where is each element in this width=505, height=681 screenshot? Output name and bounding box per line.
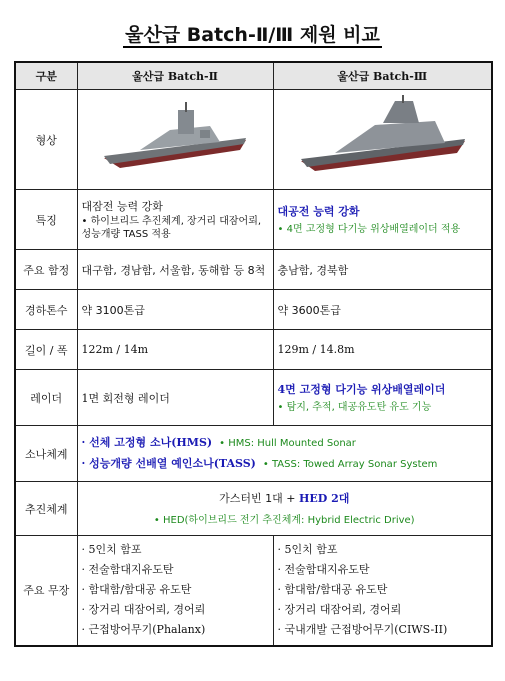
label-sonar: 소나체계 bbox=[15, 426, 77, 482]
row-displacement bbox=[15, 290, 492, 330]
label-displacement: 경하톤수 bbox=[15, 290, 77, 330]
ship-image-batch2 bbox=[77, 90, 273, 190]
batch2-displacement: 약 3100톤급 bbox=[77, 290, 273, 330]
sonar-tass: · 성능개량 선배열 예인소나(TASS) bbox=[81, 456, 256, 470]
row-features bbox=[15, 190, 492, 250]
batch3-weapon: · 장거리 대잠어뢰, 경어뢰 bbox=[277, 603, 402, 617]
row-radar bbox=[15, 370, 492, 426]
label-size: 길이 / 폭 bbox=[15, 330, 77, 370]
label-weapons: 주요 무장 bbox=[15, 536, 77, 646]
ship-image-batch3 bbox=[273, 90, 492, 190]
sonar-tass-note: • TASS: Towed Array Sonar System bbox=[262, 458, 438, 470]
spec-comparison-table bbox=[14, 61, 493, 647]
batch3-feature-main: 대공전 능력 강화 bbox=[277, 205, 360, 218]
batch3-weapon: · 함대함/함대공 유도탄 bbox=[277, 583, 388, 597]
label-propulsion: 추진체계 bbox=[15, 482, 77, 536]
batch2-feature-note: • 하이브리드 추진체계, 장거리 대잠어뢰, 성능개량 TASS 적용 bbox=[81, 215, 262, 240]
header-row bbox=[15, 62, 492, 90]
batch3-displacement: 약 3600톤급 bbox=[273, 290, 492, 330]
sonar-hms: · 선체 고정형 소나(HMS) bbox=[81, 435, 213, 449]
label-appearance: 형상 bbox=[15, 90, 77, 190]
batch3-weapon: · 5인치 함포 bbox=[277, 543, 338, 557]
batch2-radar: 1면 회전형 레이더 bbox=[77, 370, 273, 426]
propulsion-hed: HED 2대 bbox=[298, 492, 350, 505]
batch3-size: 129m / 14.8m bbox=[273, 330, 492, 370]
label-radar: 레이더 bbox=[15, 370, 77, 426]
row-size bbox=[15, 330, 492, 370]
label-ports: 주요 함정 bbox=[15, 250, 77, 290]
batch3-feature-note: • 4면 고정형 다기능 위상배열레이더 적용 bbox=[277, 224, 461, 235]
row-appearance bbox=[15, 90, 492, 190]
batch3-radar-main: 4면 고정형 다기능 위상배열레이더 bbox=[277, 383, 446, 396]
page-title: 울산급 Batch-Ⅱ/Ⅲ 제원 비교 bbox=[125, 24, 380, 46]
batch2-weapon: · 전술함대지유도탄 bbox=[81, 563, 174, 577]
batch3-weapon: · 국내개발 근접방어무기(CIWS-II) bbox=[277, 623, 448, 637]
batch3-radar-note: • 탐지, 추적, 대공유도탄 유도 기능 bbox=[277, 402, 432, 413]
row-propulsion bbox=[15, 482, 492, 536]
batch2-ships: 대구함, 경남함, 서울함, 동해함 등 8척 bbox=[77, 250, 273, 290]
sonar-hms-note: • HMS: Hull Mounted Sonar bbox=[219, 437, 356, 449]
batch2-weapon: · 함대함/함대공 유도탄 bbox=[81, 583, 192, 597]
header-batch3: 울산급 Batch-Ⅲ bbox=[273, 62, 492, 90]
batch2-weapon: · 근접방어무기(Phalanx) bbox=[81, 623, 206, 637]
batch2-feature-main: 대잠전 능력 강화 bbox=[81, 199, 163, 213]
batch2-weapon: · 장거리 대잠어뢰, 경어뢰 bbox=[81, 603, 206, 617]
batch2-size: 122m / 14m bbox=[77, 330, 273, 370]
header-category: 구분 bbox=[15, 62, 77, 90]
batch3-weapon: · 전술함대지유도탄 bbox=[277, 563, 370, 577]
propulsion-note: • HED(하이브리드 전기 추진체계: Hybrid Electric Drive) bbox=[153, 515, 415, 526]
row-ports bbox=[15, 250, 492, 290]
header-batch2: 울산급 Batch-Ⅱ bbox=[77, 62, 273, 90]
row-weapons bbox=[15, 536, 492, 646]
label-features: 특징 bbox=[15, 190, 77, 250]
batch2-weapon: · 5인치 함포 bbox=[81, 543, 142, 557]
batch3-ships: 충남함, 경북함 bbox=[273, 250, 492, 290]
row-sonar bbox=[15, 426, 492, 482]
propulsion-main: 가스터빈 1대 + bbox=[219, 492, 299, 505]
